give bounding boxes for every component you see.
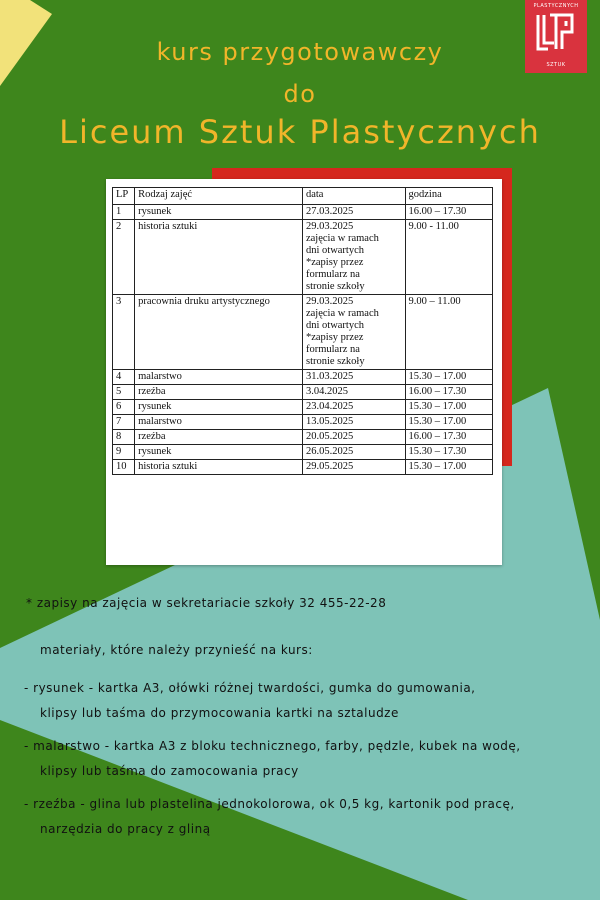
date-cell: 20.05.2025 bbox=[302, 430, 405, 445]
logo-text-bottom: SZTUK bbox=[546, 62, 566, 68]
materials-item-line: klipsy lub taśma do przymocowania kartki na sztaludze bbox=[40, 706, 399, 720]
date-cell: 29.03.2025 zajęcia w ramach dni otwartych *zapisy przez formularz na stronie szkoły bbox=[302, 295, 405, 370]
lp-cell: 9 bbox=[113, 445, 135, 460]
date-cell: 26.05.2025 bbox=[302, 445, 405, 460]
registration-note: * zapisy na zajęcia w sekretariacie szkoły 32 455-22-28 bbox=[26, 596, 387, 610]
class-type-cell: rzeźba bbox=[135, 385, 303, 400]
table-row bbox=[113, 445, 493, 460]
table-header-row bbox=[113, 188, 493, 205]
class-type-cell: malarstwo bbox=[135, 415, 303, 430]
lp-cell: 2 bbox=[113, 220, 135, 295]
column-header: godzina bbox=[405, 188, 492, 205]
time-cell: 15.30 – 17.00 bbox=[405, 400, 492, 415]
lp-cell: 6 bbox=[113, 400, 135, 415]
table-row bbox=[113, 295, 493, 370]
date-cell: 23.04.2025 bbox=[302, 400, 405, 415]
lp-cell: 10 bbox=[113, 460, 135, 475]
column-header: LP bbox=[113, 188, 135, 205]
table-row bbox=[113, 460, 493, 475]
materials-item-line: - rzeźba - glina lub plastelina jednokolorowa, ok 0,5 kg, kartonik pod pracę, bbox=[24, 797, 515, 811]
table-row bbox=[113, 385, 493, 400]
materials-item-line: narzędzia do pracy z gliną bbox=[40, 822, 211, 836]
lp-cell: 8 bbox=[113, 430, 135, 445]
date-cell: 3.04.2025 bbox=[302, 385, 405, 400]
class-type-cell: historia sztuki bbox=[135, 220, 303, 295]
lp-cell: 4 bbox=[113, 370, 135, 385]
class-type-cell: pracownia druku artystycznego bbox=[135, 295, 303, 370]
page-title: Liceum Sztuk Plastycznych bbox=[59, 113, 541, 151]
class-type-cell: rzeźba bbox=[135, 430, 303, 445]
time-cell: 15.30 – 17.00 bbox=[405, 370, 492, 385]
table-row bbox=[113, 220, 493, 295]
title-line-1: kurs przygotowawczy bbox=[156, 38, 444, 66]
schedule-table bbox=[112, 187, 493, 475]
class-type-cell: historia sztuki bbox=[135, 460, 303, 475]
class-type-cell: rysunek bbox=[135, 400, 303, 415]
time-cell: 15.30 – 17.00 bbox=[405, 415, 492, 430]
schedule-card bbox=[106, 179, 502, 565]
time-cell: 15.30 – 17.00 bbox=[405, 460, 492, 475]
lp-cell: 7 bbox=[113, 415, 135, 430]
table-row bbox=[113, 400, 493, 415]
time-cell: 16.00 – 17.30 bbox=[405, 205, 492, 220]
time-cell: 16.00 – 17.30 bbox=[405, 385, 492, 400]
column-header: Rodzaj zajęć bbox=[135, 188, 303, 205]
lp-cell: 5 bbox=[113, 385, 135, 400]
materials-item-line: - rysunek - kartka A3, ołówki różnej twardości, gumka do gumowania, bbox=[24, 681, 476, 695]
materials-item-line: - malarstwo - kartka A3 z bloku technicznego, farby, pędzle, kubek na wodę, bbox=[24, 739, 521, 753]
lp-cell: 1 bbox=[113, 205, 135, 220]
time-cell: 15.30 – 17.30 bbox=[405, 445, 492, 460]
logo-text-top: PLASTYCZNYCH bbox=[533, 3, 579, 9]
class-type-cell: rysunek bbox=[135, 445, 303, 460]
class-type-cell: rysunek bbox=[135, 205, 303, 220]
title-line-2: do bbox=[283, 80, 317, 108]
table-row bbox=[113, 205, 493, 220]
time-cell: 9.00 - 11.00 bbox=[405, 220, 492, 295]
time-cell: 9.00 – 11.00 bbox=[405, 295, 492, 370]
table-row bbox=[113, 370, 493, 385]
date-cell: 29.05.2025 bbox=[302, 460, 405, 475]
column-header: data bbox=[302, 188, 405, 205]
materials-item-line: klipsy lub taśma do zamocowania pracy bbox=[40, 764, 299, 778]
lp-cell: 3 bbox=[113, 295, 135, 370]
materials-item-painting bbox=[24, 734, 600, 784]
table-row bbox=[113, 415, 493, 430]
table-row bbox=[113, 430, 493, 445]
materials-item-sculpture bbox=[24, 792, 600, 842]
date-cell: 29.03.2025 zajęcia w ramach dni otwartych *zapisy przez formularz na stronie szkoły bbox=[302, 220, 405, 295]
date-cell: 13.05.2025 bbox=[302, 415, 405, 430]
date-cell: 27.03.2025 bbox=[302, 205, 405, 220]
date-cell: 31.03.2025 bbox=[302, 370, 405, 385]
materials-item-drawing bbox=[24, 676, 600, 726]
class-type-cell: malarstwo bbox=[135, 370, 303, 385]
materials-heading: materiały, które należy przynieść na kurs: bbox=[40, 643, 313, 657]
time-cell: 16.00 – 17.30 bbox=[405, 430, 492, 445]
